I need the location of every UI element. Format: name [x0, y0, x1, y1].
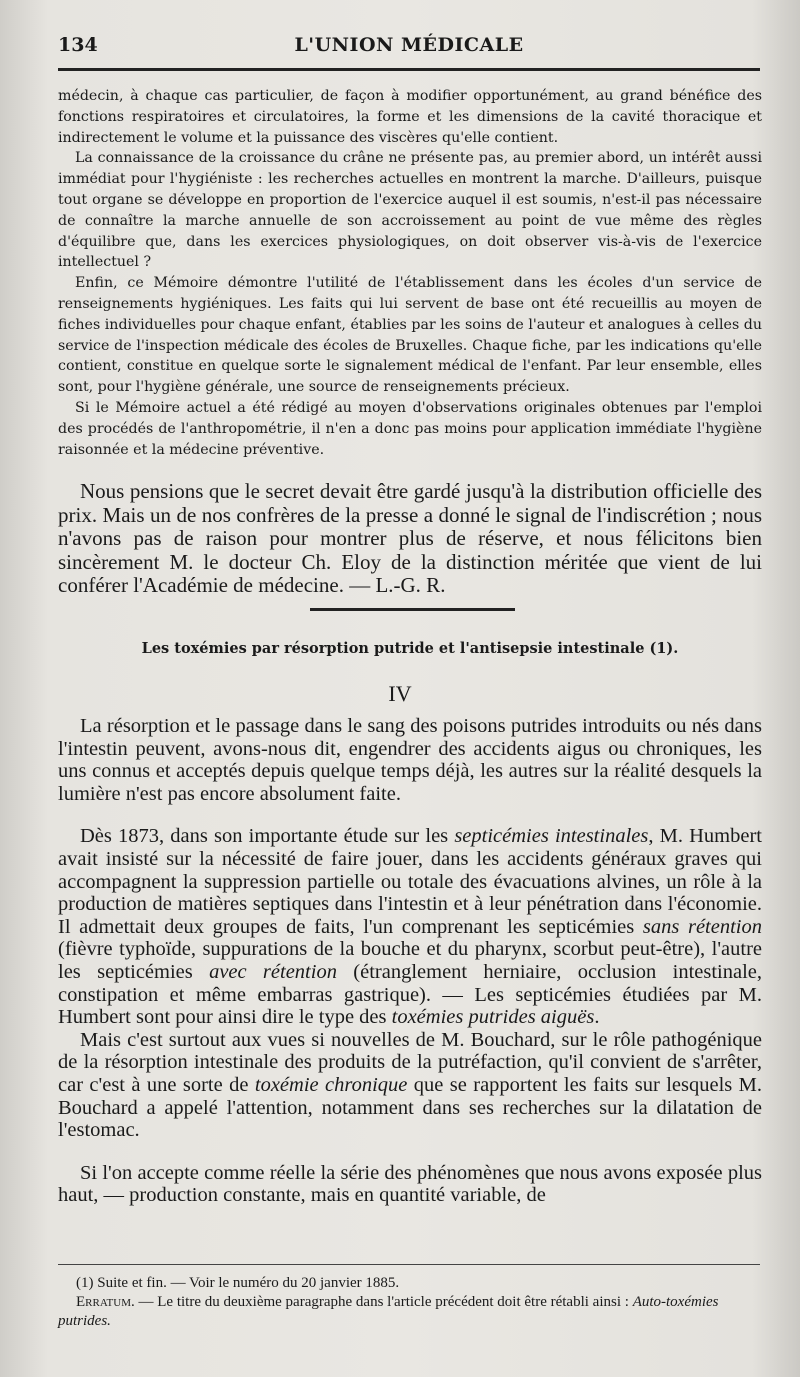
article-paragraph-3: [58, 1029, 762, 1142]
italic-term: toxémie chronique: [254, 1073, 408, 1096]
article-paragraph-4: Si l'on accepte comme réelle la série des phénomènes que nous avons exposée plus haut, — production constante, mais en quantité variable, de: [58, 1161, 762, 1207]
editorial-paragraph: Nous pensions que le secret devait être gardé jusqu'à la distribution officielle des prix. Mais un de nos confrères de la presse a donné le signal de l'indiscrétion ; nous n'avons pas de raison pour montrer plus de réserve, et nous félicitons bien sincèrement M. le docteur Ch. Eloy de la distinction méritée que vient de lui conférer l'Académie de médecine. — L.-G. R.: [58, 479, 762, 597]
text-run: (fièvre typhoïde, suppurations de la bouche et du pharynx, scorbut peut-être), l'autre les septicémies: [58, 938, 762, 983]
text-run: .: [594, 1006, 600, 1029]
text-run: (étranglement herniaire, occlusion intestinale, constipation et même embarras gastrique). — Les septicémies étudiées par M. Humbert sont pour ainsi dire le type des: [58, 960, 762, 1029]
text-run: , M. Humbert avait insisté sur la nécessité de faire jouer, dans les accidents généraux graves qui accompagnent la suppression partielle ou totale des évacuations alvines, un rôle à la production de matières septiques dans l'intestin et à leur pénétration dans l'économie. Il admettait deux groupes de faits, l'un comprenant les septicémies: [58, 825, 762, 938]
text-run: Mais c'est surtout aux vues si nouvelles de M. Bouchard, sur le rôle pathogénique de la résorption intestinale des produits de la putréfaction, qu'il convient de s'arrêter, car c'est à une sorte de: [58, 1028, 762, 1096]
journal-title: L'UNION MÉDICALE: [294, 34, 524, 56]
footnote-rule: [58, 1264, 760, 1265]
section-separator: [310, 608, 515, 611]
text-run: Dès 1873, dans son importante étude sur les: [80, 825, 455, 848]
italic-term: toxémies putrides aiguës: [391, 1006, 595, 1029]
editorial-note: [58, 480, 762, 598]
section-number: IV: [388, 681, 412, 706]
report-paragraph: Enfin, ce Mémoire démontre l'utilité de l'établissement dans les écoles d'un service de renseignements hygiéniques. Les faits qui lui servent de base ont été recueillis au moyen de fiches individuelles pour chaque enfant, établies par les soins de l'auteur et analogues à celles du service de l'inspection médicale des écoles de Bruxelles. Chaque fiche, par les indications qu'elle contient, constitue en quelque sorte le signalement médical de l'enfant. Par leur ensemble, elles sont, pour l'hygiène générale, une source de renseignements précieux.: [58, 275, 762, 396]
article-title: Les toxémies par résorption putride et l'antisepsie intestinale (1).: [141, 640, 679, 657]
article-paragraph-2: [58, 825, 762, 1028]
italic-term: sans rétention: [642, 915, 762, 938]
footnote-1: (1) Suite et fin. — Voir le numéro du 20 janvier 1885.: [76, 1275, 400, 1291]
page-number: 134: [58, 34, 98, 56]
text-run: que se rapportent les faits sur lesquels M. Bouchard a appelé l'attention, notamment dans ses recherches sur la dilatation de l'estomac.: [58, 1073, 762, 1142]
italic-term: avec rétention: [209, 960, 337, 983]
report-continuation: [58, 86, 762, 460]
erratum-note: [58, 1293, 762, 1331]
header-rule: [58, 68, 760, 71]
erratum-text: — Le titre du deuxième paragraphe dans l'article précédent doit être rétabli ainsi :: [134, 1294, 633, 1310]
report-paragraph: La connaissance de la croissance du crâne ne présente pas, au premier abord, un intérêt aussi immédiat pour l'hygiéniste : les recherches actuelles en montrent la marche. D'ailleurs, puisque tout organe se développe en proportion de l'exercice auquel il est soumis, n'est-il pas nécessaire de connaître la marche annuelle de son accroissement au point de vue même des règles d'équilibre que, dans les exercices physiologiques, on doit observer vis-à-vis de l'exercice intellectuel ?: [58, 150, 762, 271]
article-body: [58, 715, 762, 1207]
footnotes: [58, 1274, 762, 1331]
article-paragraph-1: La résorption et le passage dans le sang des poisons putrides introduits ou nés dans l'intestin peuvent, avons-nous dit, engendrer des accidents aigus ou chroniques, les uns connus et acceptés depuis quelque temps déjà, les autres sur la réalité desquels la lumière n'est pas encore absolument faite.: [58, 715, 762, 805]
erratum-title: Auto-toxémies putrides.: [58, 1294, 719, 1329]
report-paragraph: médecin, à chaque cas particulier, de façon à modifier opportunément, au grand bénéfice des fonctions respiratoires et circulatoires, la forme et les dimensions de la cavité thoracique et indirectement le volume et la puissance des viscères qu'elle contient.: [58, 88, 762, 146]
italic-term: septicémies intestinales: [454, 825, 649, 848]
page-header: [58, 34, 760, 62]
erratum-label: Erratum.: [76, 1294, 135, 1310]
report-paragraph: Si le Mémoire actuel a été rédigé au moyen d'observations originales obtenues par l'emploi des procédés de l'anthropométrie, il n'en a donc pas moins pour application immédiate l'hygiène raisonnée et la médecine préventive.: [58, 399, 762, 458]
